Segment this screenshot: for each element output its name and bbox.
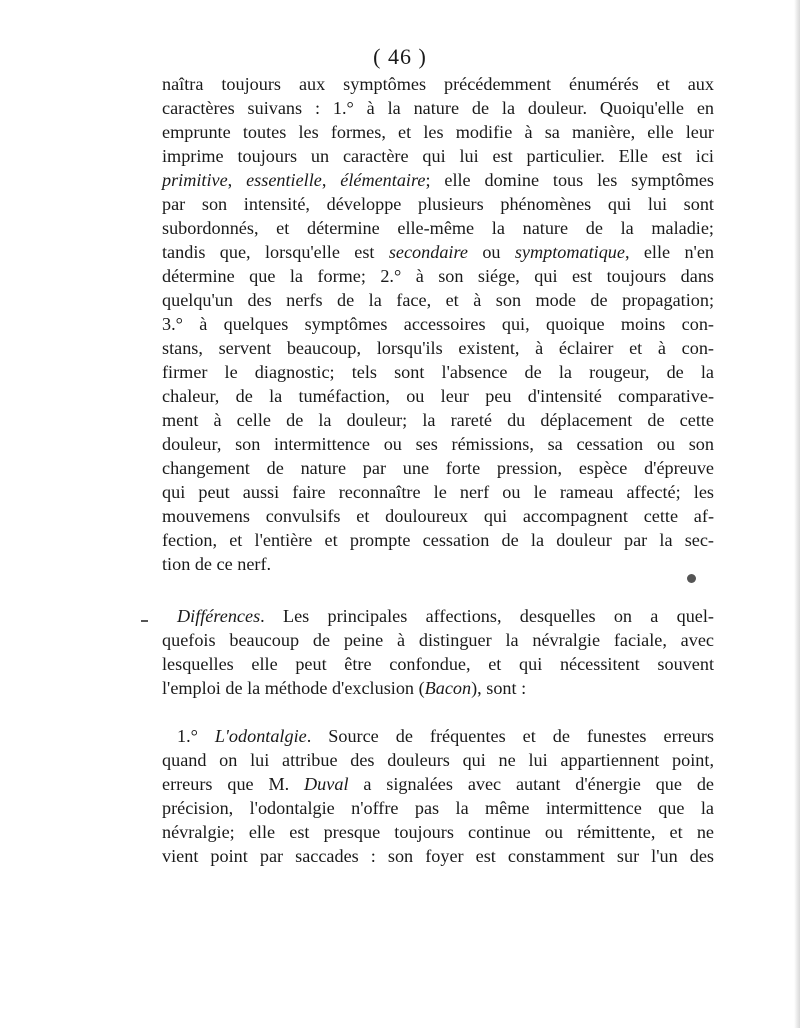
ink-spot <box>687 574 696 583</box>
page-edge-shadow <box>794 0 800 1028</box>
text-line: erreurs que M. Duval a signalées avec autant d'énergie que de <box>162 774 714 794</box>
text-line: lesquelles elle peut être confondue, et qui nécessitent souvent <box>162 654 714 674</box>
text-line: quelqu'un des nerfs de la face, et à son mode de propagation; <box>162 290 714 310</box>
text-line: primitive, essentielle, élémentaire; elle domine tous les symptômes <box>162 170 715 190</box>
text-line: ment à celle de la douleur; la rareté du déplacement de cette <box>162 410 714 430</box>
text-line: quand on lui attribue des douleurs qui ne lui appartiennent point, <box>162 750 714 770</box>
text-line: détermine que la forme; 2.° à son siége, qui est toujours dans <box>162 266 714 286</box>
text-line: vient point par saccades : son foyer est constamment sur l'un des <box>162 846 714 866</box>
text-line: firmer le diagnostic; tels sont l'absence de la rougeur, de la <box>162 362 714 382</box>
text-line: naîtra toujours aux symptômes précédemment énumérés et aux <box>162 74 714 94</box>
text-line: névralgie; elle est presque toujours continue ou rémittente, et ne <box>162 822 714 842</box>
text-line: tandis que, lorsqu'elle est secondaire ou symptomatique, elle n'en <box>162 242 714 262</box>
text-line: douleur, son intermittence ou ses rémissions, sa cessation ou son <box>162 434 714 454</box>
text-line: 3.° à quelques symptômes accessoires qui, quoique moins con- <box>162 314 714 334</box>
text-line: mouvemens convulsifs et douloureux qui accompagnent cette af- <box>162 506 714 526</box>
text-line: l'emploi de la méthode d'exclusion (Bacon), sont : <box>162 678 527 698</box>
text-line: chaleur, de la tuméfaction, ou leur peu d'intensité comparative- <box>162 386 714 406</box>
text-line: emprunte toutes les formes, et les modifie à sa manière, elle leur <box>162 122 714 142</box>
text-line: subordonnés, et détermine elle-même la nature de la maladie; <box>162 218 714 238</box>
text-line: qui peut aussi faire reconnaître le nerf ou le rameau affecté; les <box>162 482 714 502</box>
text-line: tion de ce nerf. <box>162 554 272 574</box>
text-line: 1.° L'odontalgie. Source de fréquentes et de funestes erreurs <box>177 726 714 746</box>
text-line: par son intensité, développe plusieurs phénomènes qui lui sont <box>162 194 714 214</box>
text-line: fection, et l'entière et prompte cessation de la douleur par la sec- <box>162 530 714 550</box>
text-line: précision, l'odontalgie n'offre pas la même intermittence que la <box>162 798 714 818</box>
text-line: imprime toujours un caractère qui lui est particulier. Elle est ici <box>162 146 714 166</box>
text-line: caractères suivans : 1.° à la nature de la douleur. Quoiqu'elle en <box>162 98 714 118</box>
text-line: changement de nature par une forte pression, espèce d'épreuve <box>162 458 714 478</box>
page-number: ( 46 ) <box>373 44 427 69</box>
text-line: stans, servent beaucoup, lorsqu'ils existent, à éclairer et à con- <box>162 338 714 358</box>
text-line: quefois beaucoup de peine à distinguer la névralgie faciale, avec <box>162 630 714 650</box>
text-line: Différences. Les principales affections, desquelles on a quel- <box>177 606 714 626</box>
margin-mark <box>141 620 148 622</box>
